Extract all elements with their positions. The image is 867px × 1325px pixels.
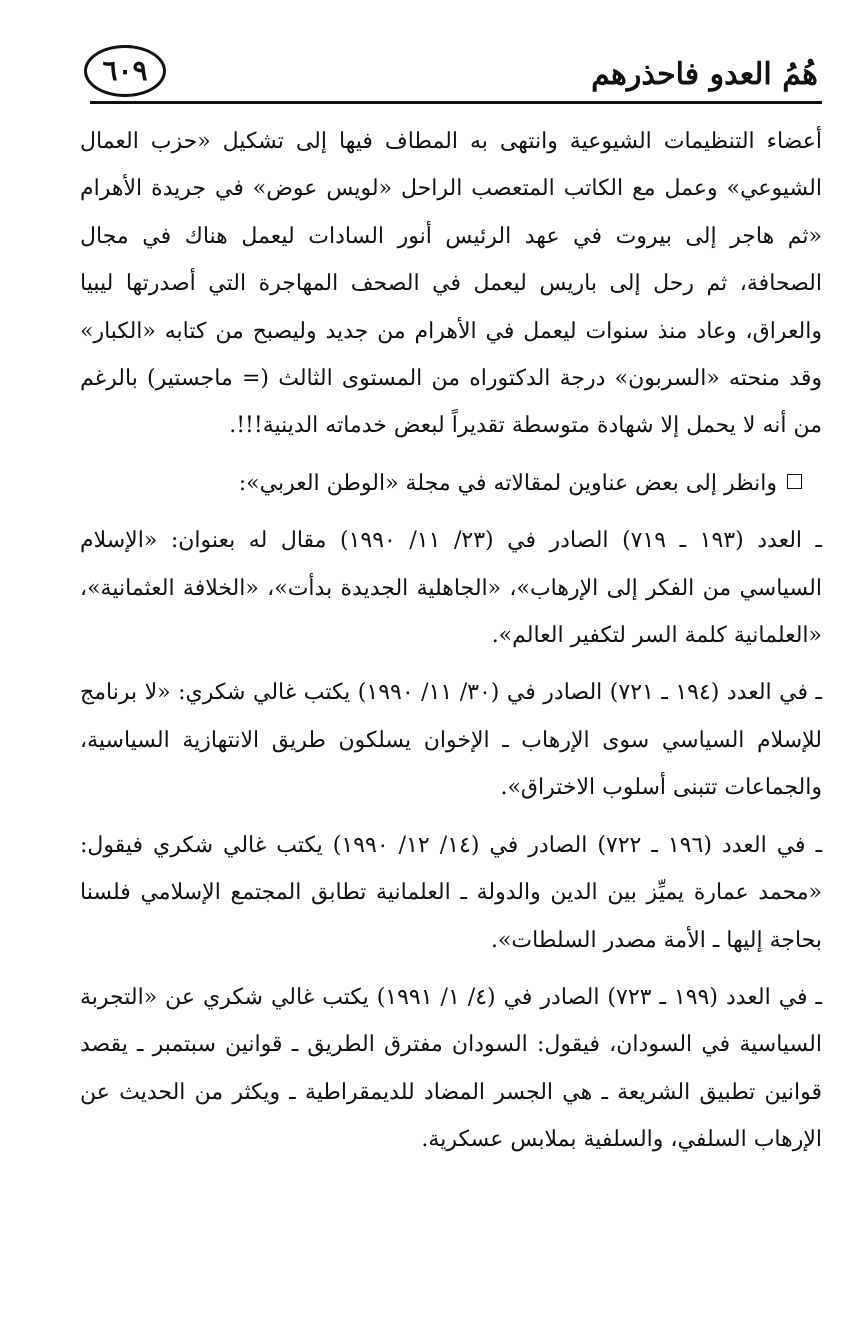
paragraph-continuation: أعضاء التنظيمات الشيوعية وانتهى به المطاف فيها إلى تشكيل «حزب العمال الشيوعي» وعمل مع الكاتب المتعصب الراحل «لويس عوض» في جريدة الأهرام «ثم هاجر إلى بيروت في عهد الرئيس أنور السادات ليعمل هناك في مجال الصحافة، ثم رحل إلى باريس ليعمل في الصحف المهاجرة التي أصدرتها ليبيا والعراق، وعاد منذ سنوات ليعمل في الأهرام من جديد وليصبح من كتابه «الكبار» وقد منحته «السربون» درجة الدكتوراه من المستوى الثالث (= ماجستير) بالرغم من أنه لا يحمل إلا شهادة متوسطة تقديراً لبعض خدماته الدينية!!!. [80, 129, 822, 439]
note-text: وانظر إلى بعض عناوين لمقالاته في مجلة «الوطن العربي»: [238, 470, 777, 496]
box-bullet-icon [787, 474, 802, 489]
paragraph-issue-193: ـ العدد (١٩٣ ـ ٧١٩) الصادر في (٢٣/ ١١/ ١٩٩٠) مقال له بعنوان: «الإسلام السياسي من الفكر إلى الإرهاب»، «الجاهلية الجديدة بدأت»، «الخلافة العثمانية»، «العلمانية كلمة السر لتكفير العالم». [80, 528, 822, 649]
body-text [80, 118, 822, 1164]
running-title: هُمُ العدو فاحذرهم [591, 57, 818, 92]
header-rule [90, 101, 822, 104]
page-number: ٦٠٩ [84, 45, 166, 97]
paragraph-note [80, 460, 822, 507]
page-header [82, 45, 822, 107]
paragraph-issue-199: ـ في العدد (١٩٩ ـ ٧٢٣) الصادر في (٤/ ١/ ١٩٩١) يكتب غالي شكري عن «التجربة السياسية في السودان، فيقول: السودان مفترق الطريق ـ قوانين سبتمبر ـ يقصد قوانين تطبيق الشريعة ـ هي الجسر المضاد للديمقراطية ـ ويكثر من الحديث عن الإرهاب السلفي، والسلفية بملابس عسكرية. [80, 984, 822, 1153]
paragraph-issue-196: ـ في العدد (١٩٦ ـ ٧٢٢) الصادر في (١٤/ ١٢/ ١٩٩٠) يكتب غالي شكري فيقول: «محمد عمارة يميِّز بين الدين والدولة ـ العلمانية تطابق المجتمع الإسلامي فلسنا بحاجة إليها ـ الأمة مصدر السلطات». [80, 832, 823, 953]
paragraph-issue-194: ـ في العدد (١٩٤ ـ ٧٢١) الصادر في (٣٠/ ١١/ ١٩٩٠) يكتب غالي شكري: «لا برنامج للإسلام السياسي سوى الإرهاب ـ الإخوان يسلكون طريق الانتهازية السياسية، والجماعات تتبنى أسلوب الاختراق». [80, 680, 822, 801]
